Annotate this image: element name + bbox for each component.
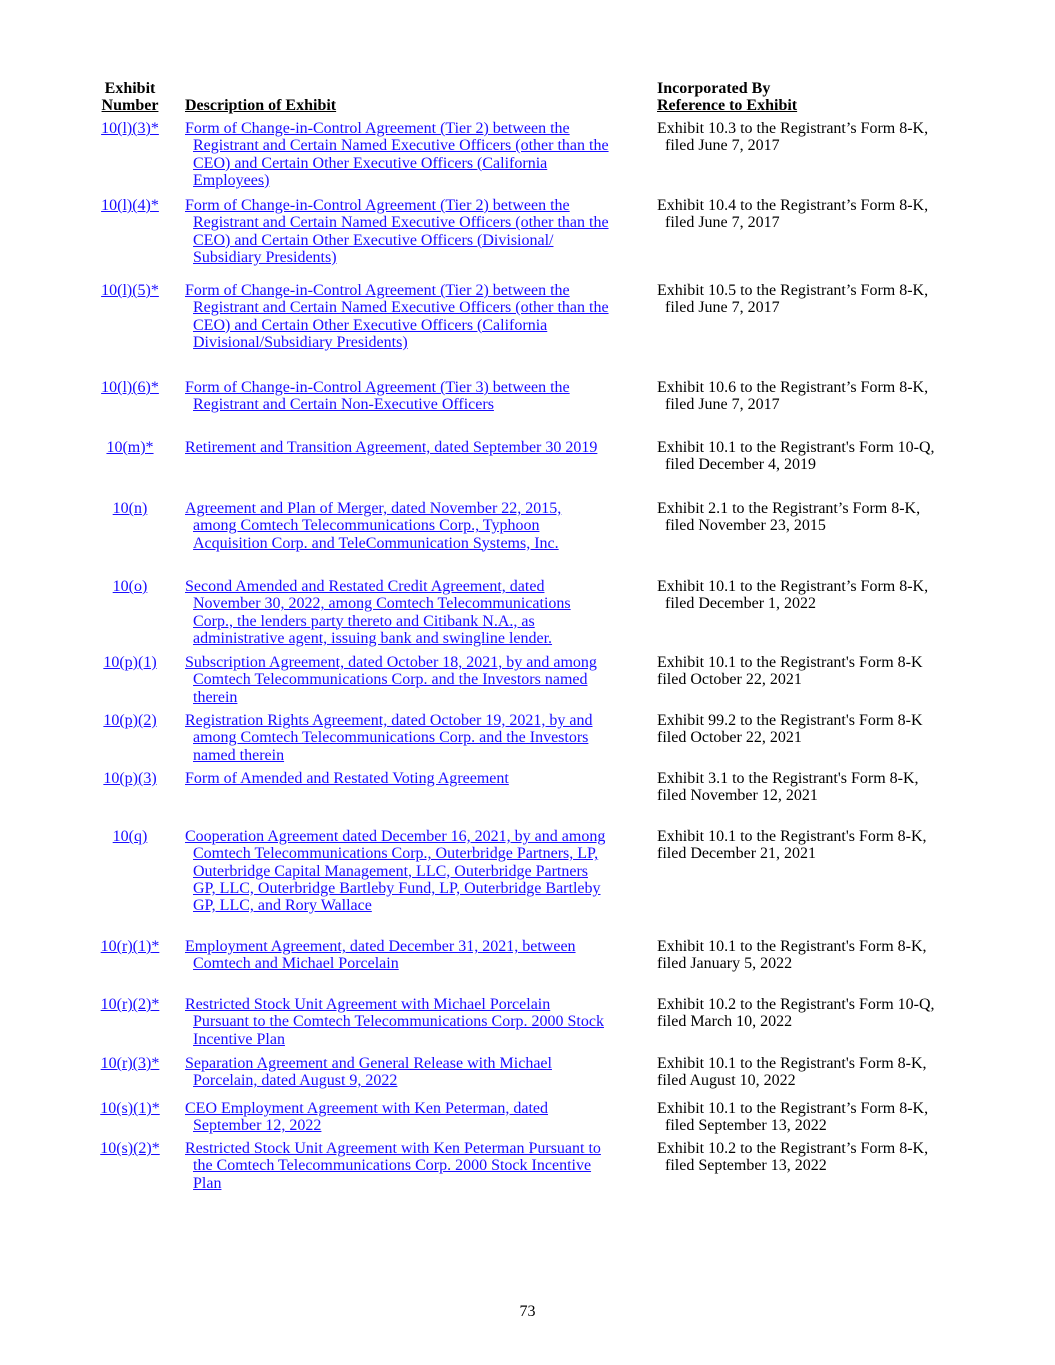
exhibit-description-line[interactable]: the Comtech Telecommunications Corp. 2000 Stock Incentive [193, 1157, 592, 1175]
exhibit-description-line[interactable]: CEO) and Certain Other Executive Officers (Divisional/ [193, 231, 554, 249]
exhibit-description-link[interactable] [185, 120, 650, 189]
exhibit-description-link[interactable] [185, 938, 650, 973]
exhibit-reference-line: Exhibit 10.5 to the Registrant’s Form 8-K, [657, 282, 929, 299]
exhibit-reference-line: filed June 7, 2017 [665, 137, 780, 155]
exhibit-number-link[interactable]: 10(s)(1)* [100, 1100, 160, 1117]
exhibit-description-line[interactable]: CEO Employment Agreement with Ken Peterman, dated [185, 1100, 549, 1117]
exhibit-description-line[interactable]: CEO) and Certain Other Executive Officers (California [193, 154, 548, 172]
exhibit-reference-line: Exhibit 10.6 to the Registrant’s Form 8-K, [657, 379, 929, 396]
exhibit-description-line[interactable]: Subscription Agreement, dated October 18, 2021, by and among [185, 654, 597, 671]
exhibit-reference-line: filed November 12, 2021 [657, 787, 818, 805]
exhibit-number-link[interactable]: 10(l)(3)* [101, 120, 159, 137]
exhibit-number-link[interactable]: 10(r)(3)* [100, 1055, 160, 1072]
exhibit-reference-line: Exhibit 3.1 to the Registrant's Form 8-K, [657, 770, 919, 787]
header-reference-line-1: Incorporated By [657, 80, 771, 97]
exhibit-description-line[interactable]: Form of Amended and Restated Voting Agreement [185, 770, 509, 787]
exhibit-description-line[interactable]: Restricted Stock Unit Agreement with Ken Peterman Pursuant to [185, 1140, 601, 1157]
exhibit-description-line[interactable]: Form of Change-in-Control Agreement (Tier 2) between the [185, 282, 570, 299]
exhibit-description-line[interactable]: Registrant and Certain Named Executive Officers (other than the [193, 299, 609, 317]
exhibit-reference-line: filed June 7, 2017 [665, 299, 780, 317]
exhibit-reference-line: filed September 13, 2022 [665, 1117, 827, 1135]
exhibit-description-link[interactable] [185, 282, 650, 351]
header-exhibit-label: Exhibit [104, 80, 156, 97]
exhibit-number-link[interactable]: 10(o) [112, 578, 148, 595]
header-description-label: Description of Exhibit [185, 97, 337, 114]
exhibit-number-link[interactable]: 10(p)(2) [103, 712, 157, 729]
exhibit-number-link[interactable]: 10(m)* [106, 439, 154, 456]
exhibit-number-link[interactable]: 10(n) [112, 500, 148, 517]
exhibit-description-line[interactable]: Restricted Stock Unit Agreement with Michael Porcelain [185, 996, 551, 1013]
exhibit-number-link[interactable]: 10(l)(6)* [101, 379, 159, 396]
exhibit-description-link[interactable] [185, 578, 650, 647]
exhibit-description-line[interactable]: Form of Change-in-Control Agreement (Tier 2) between the [185, 197, 570, 214]
exhibit-reference-line: filed August 10, 2022 [657, 1072, 796, 1090]
exhibit-description-line[interactable]: administrative agent, issuing bank and swingline lender. [193, 629, 553, 647]
exhibit-reference [657, 996, 987, 1031]
exhibit-description-line[interactable]: Form of Change-in-Control Agreement (Tier 3) between the [185, 379, 570, 396]
exhibit-reference-line: filed December 1, 2022 [665, 595, 817, 613]
exhibit-reference [657, 578, 987, 613]
exhibit-reference-line: Exhibit 99.2 to the Registrant's Form 8-K [657, 712, 923, 729]
exhibit-reference-line: Exhibit 10.1 to the Registrant's Form 10-Q, [657, 439, 935, 456]
header-reference-line-2: Reference to Exhibit [657, 97, 798, 114]
exhibit-reference-line: filed November 23, 2015 [665, 517, 826, 535]
exhibit-reference [657, 439, 987, 474]
exhibit-reference-line: Exhibit 10.1 to the Registrant's Form 8-K, [657, 938, 927, 955]
exhibit-reference-line: Exhibit 10.3 to the Registrant’s Form 8-K, [657, 120, 929, 137]
exhibit-description-link[interactable] [185, 379, 650, 414]
exhibit-description-line[interactable]: Employment Agreement, dated December 31, 2021, between [185, 938, 576, 955]
exhibit-description-line[interactable]: Registrant and Certain Named Executive Officers (other than the [193, 137, 609, 155]
exhibit-reference [657, 828, 987, 863]
exhibit-reference [657, 1100, 987, 1135]
exhibit-description-link[interactable] [185, 770, 650, 787]
exhibit-reference [657, 1140, 987, 1175]
header-number-label: Number [101, 97, 159, 114]
exhibit-description-line[interactable]: CEO) and Certain Other Executive Officers (California [193, 316, 548, 334]
exhibit-description-link[interactable] [185, 197, 650, 266]
exhibit-description-link[interactable] [185, 712, 650, 764]
exhibit-reference [657, 654, 987, 689]
exhibit-reference-line: filed June 7, 2017 [665, 396, 780, 414]
exhibit-reference [657, 1055, 987, 1090]
exhibit-description-line[interactable]: named therein [193, 746, 285, 764]
exhibit-number-link[interactable]: 10(p)(1) [103, 654, 157, 671]
exhibit-description-line[interactable]: Registrant and Certain Non-Executive Officers [193, 396, 494, 414]
header-description [185, 97, 336, 114]
exhibit-number-link[interactable]: 10(l)(4)* [101, 197, 159, 214]
exhibit-reference [657, 770, 987, 805]
exhibit-description-line[interactable]: September 12, 2022 [193, 1117, 322, 1135]
exhibit-description-line[interactable]: Porcelain, dated August 9, 2022 [193, 1072, 398, 1090]
exhibit-description-line[interactable]: among Comtech Telecommunications Corp., Typhoon [193, 517, 540, 535]
exhibit-description-line[interactable]: GP, LLC, and Rory Wallace [193, 897, 372, 915]
exhibit-description-link[interactable] [185, 439, 650, 456]
exhibit-description-link[interactable] [185, 996, 650, 1048]
exhibit-reference [657, 379, 987, 414]
exhibit-reference [657, 938, 987, 973]
header-exhibit-number [97, 80, 163, 114]
exhibit-description-line[interactable]: Divisional/Subsidiary Presidents) [193, 333, 408, 351]
exhibit-reference-line: filed June 7, 2017 [665, 214, 780, 232]
exhibit-reference-line: filed October 22, 2021 [657, 671, 802, 689]
exhibit-description-line[interactable]: Comtech Telecommunications Corp. and the Investors named [193, 671, 588, 689]
exhibit-number-link[interactable]: 10(s)(2)* [100, 1140, 160, 1157]
exhibit-description-line[interactable]: November 30, 2022, among Comtech Telecommunications [193, 595, 571, 613]
page-number: 73 [519, 1303, 536, 1320]
exhibit-reference-line: filed March 10, 2022 [657, 1013, 793, 1031]
exhibit-description-line[interactable]: therein [193, 688, 238, 706]
exhibit-number-link[interactable]: 10(p)(3) [103, 770, 157, 787]
exhibit-description-line[interactable]: among Comtech Telecommunications Corp. and the Investors [193, 729, 589, 747]
exhibit-description-line[interactable]: Comtech and Michael Porcelain [193, 955, 399, 973]
exhibit-description-line[interactable]: Agreement and Plan of Merger, dated November 22, 2015, [185, 500, 562, 517]
exhibit-reference-line: Exhibit 10.4 to the Registrant’s Form 8-K, [657, 197, 929, 214]
exhibit-reference-line: Exhibit 10.1 to the Registrant's Form 8-K, [657, 828, 927, 845]
exhibit-description-link[interactable] [185, 828, 650, 914]
exhibit-reference-line: Exhibit 10.2 to the Registrant's Form 10-Q, [657, 996, 935, 1013]
exhibit-reference-line: filed December 4, 2019 [665, 456, 817, 474]
exhibit-reference-line: Exhibit 2.1 to the Registrant’s Form 8-K, [657, 500, 921, 517]
exhibit-reference [657, 712, 987, 747]
exhibit-number-link[interactable]: 10(r)(1)* [100, 938, 160, 955]
exhibit-description-line[interactable]: Subsidiary Presidents) [193, 248, 337, 266]
exhibit-description-link[interactable] [185, 654, 650, 706]
exhibit-reference-line: Exhibit 10.1 to the Registrant's Form 8-K, [657, 1055, 927, 1072]
exhibit-description-link[interactable] [185, 1100, 650, 1135]
exhibit-reference [657, 197, 987, 232]
exhibit-reference [657, 282, 987, 317]
exhibit-reference-line: filed December 21, 2021 [657, 845, 817, 863]
exhibit-description-line[interactable]: Acquisition Corp. and TeleCommunication Systems, Inc. [193, 534, 559, 552]
exhibit-description-line[interactable]: Registration Rights Agreement, dated October 19, 2021, by and [185, 712, 593, 729]
exhibit-description-line[interactable]: GP, LLC, Outerbridge Bartleby Fund, LP, Outerbridge Bartleby [193, 879, 601, 897]
exhibit-number-link[interactable]: 10(q) [112, 828, 148, 845]
exhibit-reference-line: Exhibit 10.1 to the Registrant’s Form 8-K, [657, 1100, 929, 1117]
exhibit-description-link[interactable] [185, 1055, 650, 1090]
header-reference [657, 80, 797, 114]
exhibit-description-link[interactable] [185, 500, 650, 552]
exhibit-reference-line: filed January 5, 2022 [657, 955, 793, 973]
exhibit-description-line[interactable]: Outerbridge Capital Management, LLC, Outerbridge Partners [193, 862, 588, 880]
exhibit-reference-line: Exhibit 10.1 to the Registrant’s Form 8-K, [657, 578, 929, 595]
exhibit-description-line[interactable]: Plan [193, 1174, 222, 1192]
exhibit-number-link[interactable]: 10(l)(5)* [101, 282, 159, 299]
exhibit-reference-line: filed September 13, 2022 [665, 1157, 827, 1175]
exhibit-description-line[interactable]: Employees) [193, 171, 270, 189]
exhibit-description-line[interactable]: Corp., the lenders party thereto and Citibank N.A., as [193, 612, 535, 630]
exhibit-reference [657, 500, 987, 535]
exhibit-description-line[interactable]: Incentive Plan [193, 1030, 285, 1048]
exhibit-number-link[interactable]: 10(r)(2)* [100, 996, 160, 1013]
exhibit-description-line[interactable]: Separation Agreement and General Release with Michael [185, 1055, 552, 1072]
exhibit-description-line[interactable]: Retirement and Transition Agreement, dated September 30 2019 [185, 439, 598, 456]
exhibit-description-line[interactable]: Pursuant to the Comtech Telecommunications Corp. 2000 Stock [193, 1013, 604, 1031]
exhibit-description-line[interactable]: Form of Change-in-Control Agreement (Tier 2) between the [185, 120, 570, 137]
exhibit-description-line[interactable]: Registrant and Certain Named Executive Officers (other than the [193, 214, 609, 232]
exhibit-description-line[interactable]: Second Amended and Restated Credit Agreement, dated [185, 578, 545, 595]
exhibit-reference-line: Exhibit 10.1 to the Registrant's Form 8-K [657, 654, 923, 671]
exhibit-reference [657, 120, 987, 155]
exhibit-description-line[interactable]: Comtech Telecommunications Corp., Outerbridge Partners, LP, [193, 845, 599, 863]
exhibit-reference-line: filed October 22, 2021 [657, 729, 802, 747]
exhibit-reference-line: Exhibit 10.2 to the Registrant’s Form 8-K, [657, 1140, 929, 1157]
exhibit-description-line[interactable]: Cooperation Agreement dated December 16, 2021, by and among [185, 828, 606, 845]
exhibit-description-link[interactable] [185, 1140, 650, 1192]
